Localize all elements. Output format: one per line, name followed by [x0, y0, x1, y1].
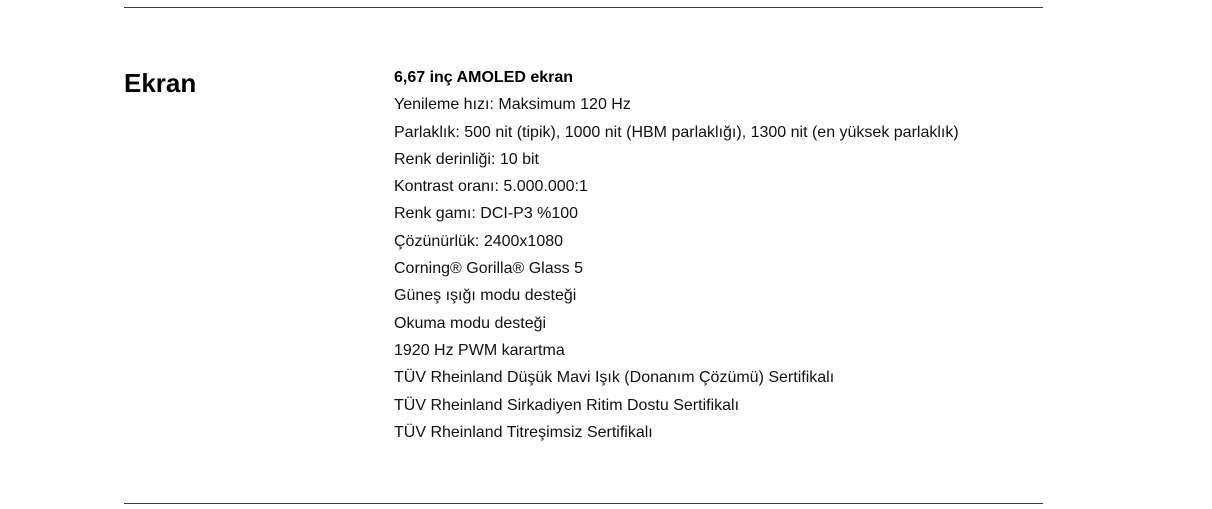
spec-item-brightness: Parlaklık: 500 nit (tipik), 1000 nit (HBM parlaklığı), 1300 nit (en yüksek parlaklık)	[394, 123, 959, 141]
spec-item-tuv-blue-light: TÜV Rheinland Düşük Mavi Işık (Donanım Çözümü) Sertifikalı	[394, 369, 835, 387]
spec-list	[394, 64, 959, 446]
spec-headline: 6,67 inç AMOLED ekran	[394, 69, 574, 86]
spec-item-sunlight-mode: Güneş ışığı modu desteği	[394, 287, 577, 305]
spec-item-color-depth: Renk derinliği: 10 bit	[394, 150, 539, 168]
spec-item-reading-mode: Okuma modu desteği	[394, 314, 547, 332]
spec-item-contrast-ratio: Kontrast oranı: 5.000.000:1	[394, 178, 588, 196]
spec-item-refresh-rate: Yenileme hızı: Maksimum 120 Hz	[394, 96, 631, 114]
spec-item-tuv-circadian: TÜV Rheinland Sirkadiyen Ritim Dostu Sertifikalı	[394, 396, 740, 414]
spec-item-resolution: Çözünürlük: 2400x1080	[394, 232, 564, 250]
top-divider	[124, 7, 1043, 8]
spec-item-tuv-flicker-free: TÜV Rheinland Titreşimsiz Sertifikalı	[394, 423, 653, 441]
section-title: Ekran	[124, 68, 197, 98]
bottom-divider	[124, 503, 1043, 504]
spec-item-glass: Corning® Gorilla® Glass 5	[394, 260, 583, 278]
spec-item-pwm-dimming: 1920 Hz PWM karartma	[394, 341, 565, 359]
spec-item-color-gamut: Renk gamı: DCI-P3 %100	[394, 205, 579, 223]
